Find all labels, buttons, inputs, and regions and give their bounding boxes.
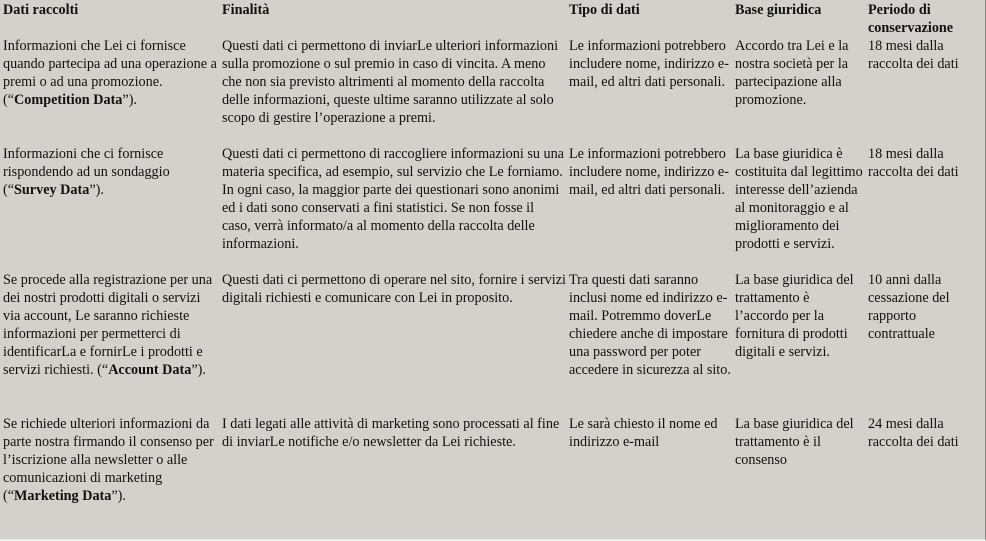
data-category-label: Account Data [108, 362, 192, 378]
cell-finalita: I dati legati alle attività di marketing sono processati al fine di inviarLe notifiche e/o newsletter da Lei richieste. [222, 416, 560, 450]
cell-periodo: 24 mesi dalla raccolta dei dati [868, 416, 959, 450]
cell-base-giuridica: Accordo tra Lei e la nostra società per la partecipazione alla promozione. [735, 38, 849, 108]
cell-tipo-di-dati: Tra questi dati saranno inclusi nome ed indirizzo e-mail. Potremmo doverLe chiedere anche di impostare una password per poter accedere in sicurezza al sito. [569, 272, 731, 378]
cell-text-end: ”). [89, 182, 104, 198]
data-category-label: Survey Data [14, 182, 90, 198]
cell-text: Se procede alla registrazione per una dei nostri prodotti digitali o servizi via account, Le saranno richieste informazioni per permetterci di identificarLa e fornirLe i prodotti e servizi richiesti. (“ [3, 272, 213, 378]
cell-finalita: Questi dati ci permettono di inviarLe ulteriori informazioni sulla promozione o sul premio in caso di vincita. A meno che non sia previsto altrimenti al momento della raccolta delle informazioni, queste ultime saranno utilizzate al solo scopo di gestire l’operazione a premi. [222, 38, 559, 126]
cell-base-giuridica: La base giuridica del trattamento è l’accordo per la fornitura di prodotti digitali e servizi. [735, 272, 854, 360]
cell-dati-raccolti [0, 415, 219, 541]
table-row-competition-data [0, 37, 986, 145]
cell-dati-raccolti [0, 145, 219, 271]
header-base-giuridica: Base giuridica [735, 2, 822, 18]
cell-text-end: ”). [191, 362, 206, 378]
table-header-row [0, 0, 986, 37]
cell-tipo-di-dati: Le informazioni potrebbero includere nome, indirizzo e-mail, ed altri dati personali. [569, 146, 729, 198]
cell-tipo-di-dati: Le sarà chiesto il nome ed indirizzo e-mail [569, 416, 718, 450]
cell-dati-raccolti [0, 271, 219, 415]
table-row-marketing-data [0, 415, 986, 541]
header-finalita: Finalità [222, 2, 270, 18]
cell-text-end: ”). [122, 92, 137, 108]
cell-base-giuridica: La base giuridica del trattamento è il consenso [735, 416, 854, 468]
cell-periodo: 10 anni dalla cessazione del rapporto contrattuale [868, 272, 950, 342]
cell-text: Se richiede ulteriori informazioni da parte nostra firmando il consenso per l’iscrizione alla newsletter o alle comunicazioni di marketing (“ [3, 416, 214, 504]
header-periodo-conservazione: Periodo di conservazione [868, 2, 954, 36]
cell-periodo: 18 mesi dalla raccolta dei dati [868, 146, 959, 180]
cell-base-giuridica: La base giuridica è costituita dal legittimo interesse dell’azienda al monitoraggio e al miglioramento dei prodotti e servizi. [735, 146, 863, 252]
cell-finalita: Questi dati ci permettono di operare nel sito, fornire i servizi digitali richiesti e comunicare con Lei in proposito. [222, 272, 566, 306]
cell-dati-raccolti [0, 37, 219, 145]
table-row-survey-data [0, 145, 986, 271]
cell-finalita: Questi dati ci permettono di raccogliere informazioni su una materia specifica, ad esempio, sul servizio che Le forniamo. In ogni caso, la maggior parte dei questionari sono anonimi ed i dati sono conservati a fini statistici. Se non fosse il caso, verrà informato/a al momento della raccolta delle informazioni. [222, 146, 564, 252]
cell-tipo-di-dati: Le informazioni potrebbero includere nome, indirizzo e-mail, ed altri dati personali. [569, 38, 729, 90]
header-dati-raccolti: Dati raccolti [3, 2, 79, 18]
cell-text: Informazioni che Lei ci fornisce quando partecipa ad una operazione a premi o ad una promozione. (“ [3, 38, 217, 108]
data-category-label: Marketing Data [14, 488, 112, 504]
cell-text-end: ”). [111, 488, 126, 504]
data-category-label: Competition Data [14, 92, 123, 108]
cell-periodo: 18 mesi dalla raccolta dei dati [868, 38, 959, 72]
table-row-account-data [0, 271, 986, 415]
header-tipo-di-dati: Tipo di dati [569, 2, 640, 18]
cell-text: Informazioni che ci fornisce rispondendo ad un sondaggio (“ [3, 146, 170, 198]
